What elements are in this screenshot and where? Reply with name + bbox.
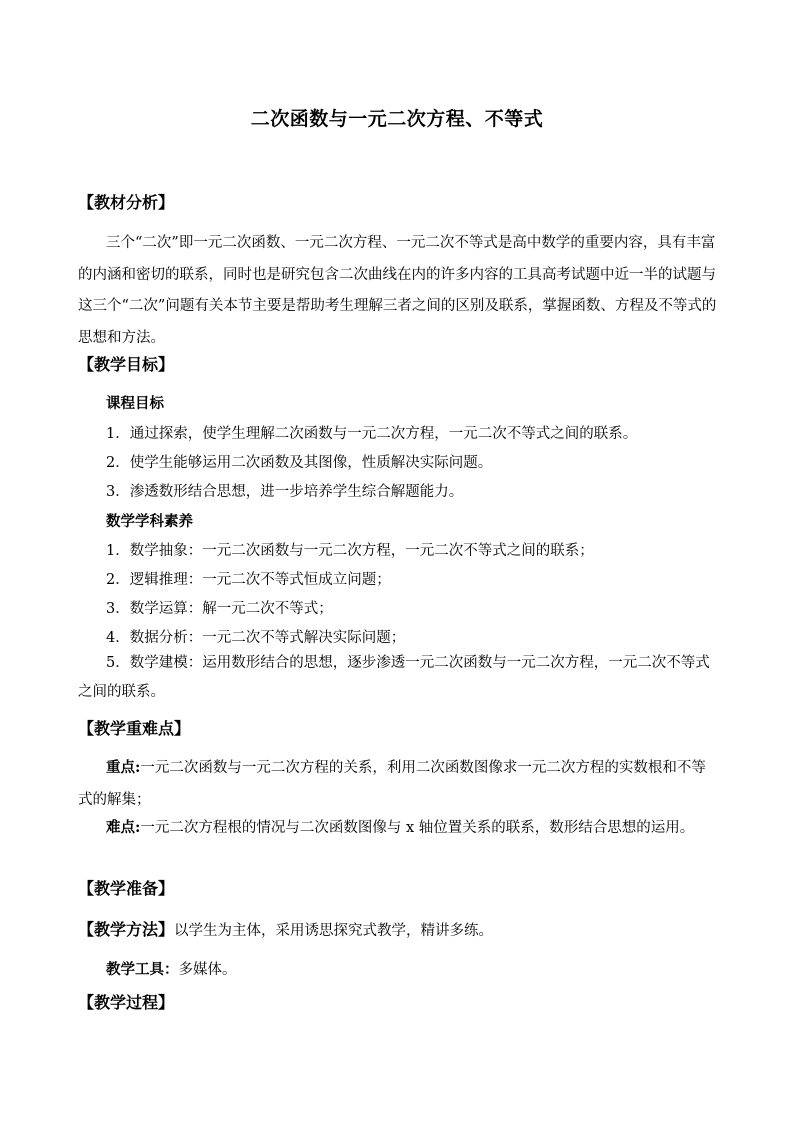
key-point-text: 一元二次函数与一元二次方程的关系，利用二次函数图像求一元二次方程的实数根和不等式的解集； bbox=[78, 760, 706, 808]
literacy-item: 3．数学运算：解一元二次不等式； bbox=[106, 601, 333, 617]
tools-label: 教学工具： bbox=[106, 961, 179, 978]
difficult-point-text: 一元二次方程根的情况与二次函数图像与 x 轴位置关系的联系，数形结合思想的运用。 bbox=[140, 820, 695, 836]
document-title: 二次函数与一元二次方程、不等式 bbox=[250, 108, 544, 130]
heading-process: 【教学过程】 bbox=[78, 993, 175, 1012]
heading-analysis: 【教材分析】 bbox=[78, 193, 175, 212]
tools-text: 多媒体。 bbox=[178, 962, 237, 978]
course-goal-item: 2．使学生能够运用二次函数及其图像，性质解决实际问题。 bbox=[106, 455, 493, 471]
method-text: 以学生为主体，采用诱思探究式教学，精讲多练。 bbox=[174, 923, 494, 939]
heading-preparation: 【教学准备】 bbox=[78, 879, 175, 898]
literacy-item: 5．数学建模：运用数形结合的思想，逐步渗透一元二次函数与一元二次方程，一元二次不等式之间的联系。 bbox=[78, 655, 710, 700]
heading-key-points: 【教学重难点】 bbox=[78, 719, 191, 738]
difficult-point-label: 难点: bbox=[106, 819, 141, 836]
literacy-item: 2．逻辑推理：一元二次不等式恒成立问题； bbox=[106, 572, 391, 588]
course-goal-item: 1．通过探索，使学生理解二次函数与一元二次方程，一元二次不等式之间的联系。 bbox=[106, 426, 638, 442]
heading-goals: 【教学目标】 bbox=[78, 355, 175, 374]
analysis-paragraph: 三个“二次”即一元二次函数、一元二次方程、一元二次不等式是高中数学的重要内容，具有丰富的内涵和密切的联系，同时也是研究包含二次曲线在内的许多内容的工具高考试题中近一半的试题与这三个“二次”问题有关本节主要是帮助考生理解三者之间的区别及联系，掌握函数、方程及不等式的思想和方法。 bbox=[78, 235, 717, 346]
method-line bbox=[78, 917, 493, 940]
heading-method: 【教学方法】 bbox=[78, 920, 175, 939]
literacy-title: 数学学科素养 bbox=[106, 513, 193, 530]
tools-line bbox=[106, 958, 237, 979]
difficult-point-paragraph bbox=[78, 812, 718, 845]
literacy-item: 4．数据分析：一元二次不等式解决实际问题； bbox=[106, 630, 406, 646]
literacy-item: 1．数学抽象：一元二次函数与一元二次方程，一元二次不等式之间的联系； bbox=[106, 543, 594, 559]
key-point-label: 重点: bbox=[106, 759, 141, 776]
course-goal-item: 3．渗透数形结合思想，进一步培养学生综合解题能力。 bbox=[106, 484, 464, 500]
key-point-paragraph bbox=[78, 752, 718, 816]
course-goals-title: 课程目标 bbox=[106, 395, 164, 412]
